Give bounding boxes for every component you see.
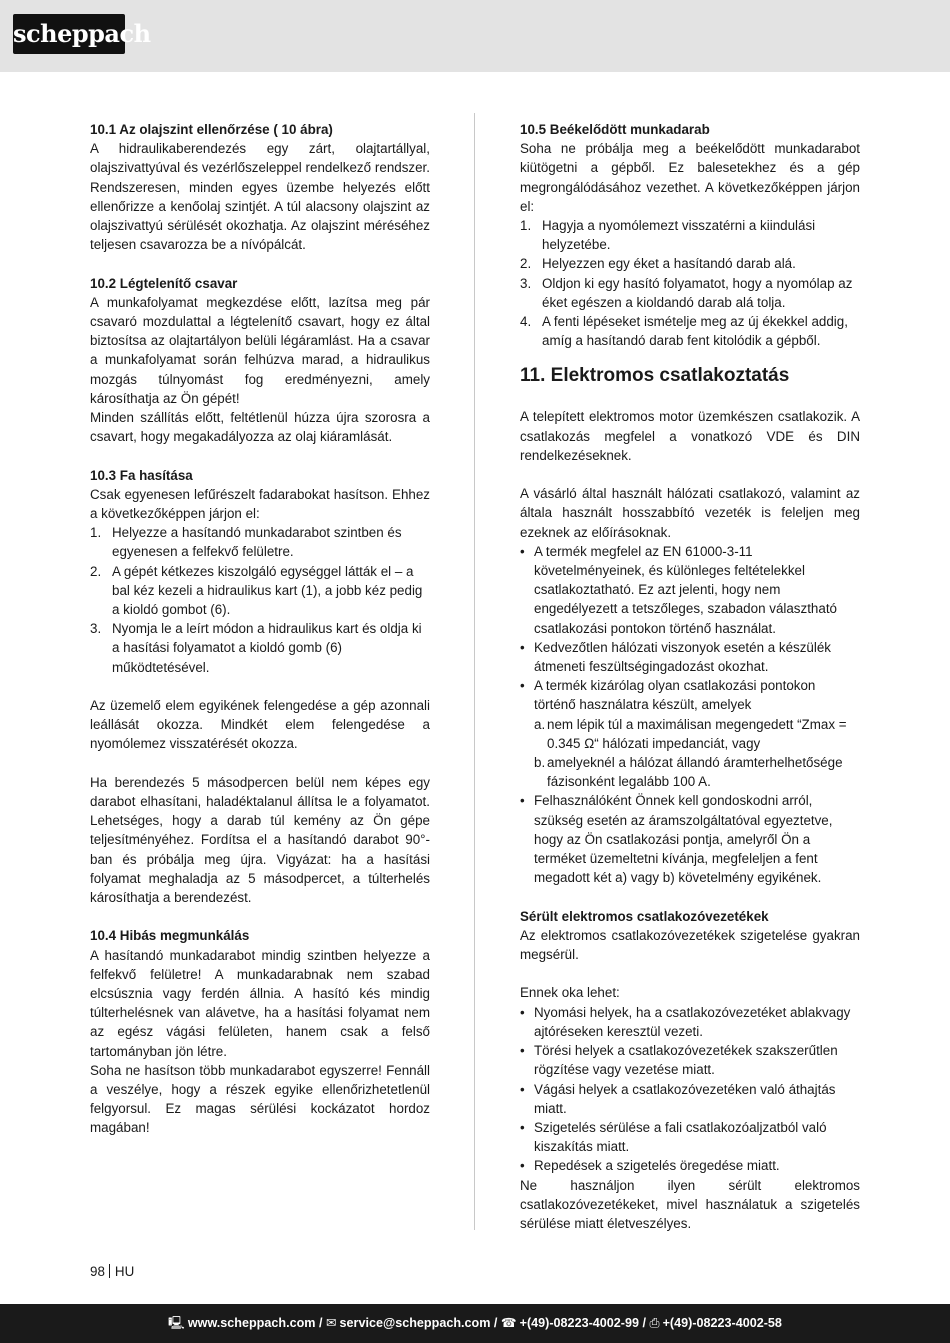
list-item: • Vágási helyek a csatlakozóvezetéken való áthajtás miatt.: [520, 1081, 836, 1116]
fax-icon: ⎙: [649, 1316, 660, 1330]
left-column: [90, 120, 430, 1138]
right-column: [520, 120, 860, 1233]
section-title-damaged-cables: Sérült elektromos csatlakozóvezetékek: [520, 908, 769, 924]
paragraph: Csak egyenesen lefűrészelt fadarabokat hasítson. Ehhez a következőképpen járjon el:: [90, 486, 430, 522]
list-item: 3. Oldjon ki egy hasító folyamatot, hogy a nyomólap az éket egészen a kioldandó darab alá tolja.: [520, 275, 853, 310]
section-title-10-1: 10.1 Az olajszint ellenőrzése ( 10 ábra): [90, 122, 333, 137]
list-item: 2. A gépét kétkezes kiszolgáló egységgel látták el – a bal kéz kezeli a hidraulikus kart (1), a jobb kéz pedig a kioldó gombot (6).: [90, 563, 423, 618]
page-number: 98: [90, 1264, 105, 1279]
chapter-heading-11: [520, 363, 860, 389]
section-title-10-4: 10.4 Hibás megmunkálás: [90, 928, 250, 944]
paragraph: Ne használjon ilyen sérült elektromos csatlakozóvezetékeket, mivel használatuk a szigetelés sérülése miatt életveszélyes.: [520, 1177, 860, 1231]
scheppach-logo: scheppach: [13, 14, 125, 54]
bullet-list: [520, 542, 860, 888]
bullet-list: [520, 1003, 860, 1176]
list-item: 1. Hagyja a nyomólemezt visszatérni a kiindulási helyzetébe.: [520, 218, 816, 253]
list-item: 2. Helyezzen egy éket a hasítandó darab alá.: [520, 256, 796, 272]
language-code: HU: [114, 1264, 135, 1279]
mail-icon: ✉: [325, 1316, 337, 1330]
email-link[interactable]: service@scheppach.com /: [339, 1316, 498, 1330]
fax-number: +(49)-08223-4002-58: [662, 1316, 782, 1330]
paragraph: A hidraulikaberendezés egy zárt, olajtartállyal, olajszivattyúval és vezérlőszeleppel rendelkező rendszer. Rendszeresen, minden egyes üzembe helyezés előtt ellenőrizze a kenőolaj szintjét. A túl alacsony olajszint az olajszivattyú sérülését okozhatja. Az olajszint méréséhez teljesen csavarozza be a nívópálcát.: [90, 141, 430, 253]
paragraph: Az elektromos csatlakozóvezetékek szigetelése gyakran megsérül.: [520, 927, 860, 963]
contact-bar: [0, 1304, 950, 1343]
list-item: 1. Helyezze a hasítandó munkadarabot szintben és egyenesen a felfekvő felületre.: [90, 525, 402, 560]
list-item: • A termék megfelel az EN 61000-3-11 követelményeinek, és különleges feltételekkel csatlakoztatható. Ez azt jelenti, hogy nem engedélyezett a tetszőleges, szabadon választható csatlakozási pontokon történő használat.: [520, 543, 837, 636]
phone-number: +(49)-08223-4002-99 /: [519, 1316, 646, 1330]
chapter-number: 11.: [520, 365, 546, 387]
computer-icon: 🖳: [168, 1316, 185, 1330]
paragraph: A vásárló által használt hálózati csatlakozó, valamint az általa használt hosszabbító vezeték is feleljen meg ezeknek az előírásoknak.: [520, 486, 860, 540]
section-title-10-3: 10.3 Fa hasítása: [90, 467, 193, 483]
sub-list-item: b. amelyeknél a hálózat állandó áramterhelhetősége fázisonként legalább 100 A.: [534, 755, 843, 790]
paragraph: Minden szállítás előtt, feltétlenül húzza újra szorosra a csavart, hogy megakadályozza az olaj kiáramlását.: [90, 410, 430, 445]
sub-list: [520, 715, 860, 792]
list-item: 3. Nyomja le a leírt módon a hidraulikus kart és oldja ki a hasítási folyamatot a kioldó gomb (6) működtetésével.: [90, 621, 422, 675]
column-divider: [474, 113, 475, 1230]
paragraph: Az üzemelő elem egyikének felengedése a gép azonnali leállását okozza. Mindkét elem felengedése a nyomólemez visszatérését okozza.: [90, 698, 430, 752]
paragraph: A hasítandó munkadarabot mindig szintben helyezze a felfekvő felületre! A munkadarabnak nem szabad elcsúsznia vagy ferdén állnia. A hasító kés mindig túlterhelésnek van alávetve, ha a hasítási folyamat nem az egész vágási felületen, hanem csak a felső tartományban jön létre.: [90, 947, 430, 1059]
numbered-list: [520, 216, 860, 350]
paragraph: Ennek oka lehet:: [520, 985, 620, 1001]
list-item: • Kedvezőtlen hálózati viszonyok esetén a készülék átmeneti feszültségingadozást okozhat.: [520, 639, 832, 675]
chapter-title: Elektromos csatlakoztatás: [550, 365, 790, 387]
list-item: • Törési helyek a csatlakozóvezetékek szakszerűtlen rögzítése vagy vezetése miatt.: [520, 1043, 838, 1078]
list-item: • Felhasználóként Önnek kell gondoskodni arról, szükség esetén az áramszolgáltatóval egyeztetve, hogy az Ön csatlakozási pontja, amelyről Ön a terméket üzemeltetni kívánja, megfeleljen a fent megadott két a) vagy b) követelmény egyikének.: [520, 793, 833, 886]
page-header: [0, 0, 950, 72]
section-title-10-2: 10.2 Légtelenítő csavar: [90, 275, 238, 291]
paragraph: Soha ne próbálja meg a beékelődött munkadarabot kiütögetni a gépből. Ez balesetekhez és a gép megrongálódásához vezethet. A következőképpen járjon el:: [520, 141, 860, 214]
paragraph: A telepített elektromos motor üzemkészen csatlakozik. A csatlakozás megfelel a vonatkozó VDE és DIN rendelkezéseknek.: [520, 409, 860, 463]
list-item: • A termék kizárólag olyan csatlakozási pontokon történő használatra készült, amelyek a. nem lépik túl a maximálisan megengedett “Zmax = 0.345 Ω“ hálózati impedanciát, vagy b. amelyeknél a hálózat állandó áramterhelhetősége fázisonként legalább 100 A.: [520, 676, 860, 791]
list-item: • Szigetelés sérülése a fali csatlakozóaljzatból való kiszakítás miatt.: [520, 1119, 827, 1155]
paragraph: A munkafolyamat megkezdése előtt, lazítsa meg pár csavaró mozdulattal a légtelenítő csavart, hogy ez által biztosítsa az olajtartályon belüli légáramlást. Ha a csavar a munkafolyamat során felhúzva marad, a hidraulikus mozgás túlnyomást fog eredményezni, amely károsíthatja az Ön gépét!: [90, 294, 430, 406]
website-link[interactable]: www.scheppach.com /: [187, 1316, 323, 1330]
list-item: 4. A fenti lépéseket ismételje meg az új ékekkel addig, amíg a hasítandó darab fent kitolódik a gépből.: [520, 314, 848, 349]
separator: [109, 1264, 110, 1278]
section-title-10-5: 10.5 Beékelődött munkadarab: [520, 122, 710, 137]
list-item: • Nyomási helyek, ha a csatlakozóvezetéket ablakvagy ajtóréseken keresztül vezeti.: [520, 1004, 851, 1039]
numbered-list: [90, 523, 430, 677]
page-footer-number: [90, 1264, 134, 1279]
paragraph: Soha ne hasítson több munkadarabot egyszerre! Fennáll a veszélye, hogy a részek egyike ellenőrizhetetlenül felgyorsul. Ez magas sérülési kockázatot hordoz magában!: [90, 1062, 430, 1136]
list-item: • Repedések a szigetelés öregedése miatt.: [520, 1158, 780, 1174]
sub-list-item: a. nem lépik túl a maximálisan megengedett “Zmax = 0.345 Ω“ hálózati impedanciát, vagy: [534, 716, 847, 751]
paragraph: Ha berendezés 5 másodpercen belül nem képes egy darabot elhasítani, haladéktalanul állítsa le a folyamatot. Lehetséges, hogy a darab túl kemény az Ön gépe teljesítményéhez. Fordítsa el a hasítandó darabot 90°-ban és próbálja meg újra. Vigyázat: ha a hasítási folyamat meghaladja az 5 másodpercet, a túlterhelés károsíthatja a berendezést.: [90, 774, 430, 906]
phone-icon: ☎: [500, 1316, 517, 1330]
